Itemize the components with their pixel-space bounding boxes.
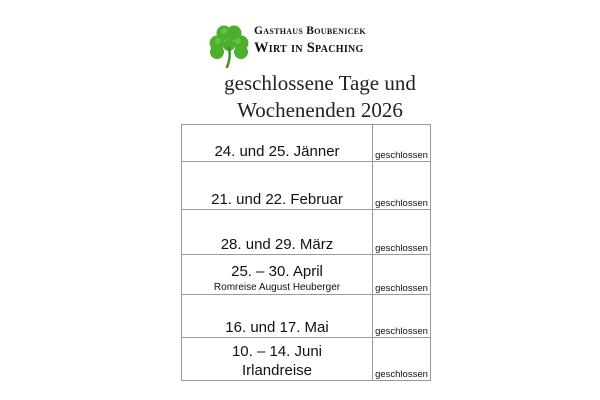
date-cell bbox=[182, 255, 373, 295]
status-cell: geschlossen bbox=[373, 338, 431, 381]
date-text: 25. – 30. April bbox=[231, 263, 323, 280]
logo-text bbox=[254, 24, 366, 57]
title-line-1: geschlossene Tage und bbox=[224, 71, 416, 95]
date-text: 16. und 17. Mai bbox=[225, 319, 329, 336]
shamrock-icon bbox=[208, 22, 252, 68]
status-cell: geschlossen bbox=[373, 162, 431, 210]
table-row bbox=[182, 255, 431, 295]
date-text: 24. und 25. Jänner bbox=[214, 143, 340, 160]
title-line-2: Wochenenden 2026 bbox=[237, 98, 403, 122]
date-text: 28. und 29. März bbox=[220, 236, 334, 253]
table-row bbox=[182, 295, 431, 338]
logo-header bbox=[208, 22, 408, 70]
date-cell bbox=[182, 295, 373, 338]
logo-restaurant-name: Gasthaus Boubenicek bbox=[254, 25, 366, 37]
date-cell bbox=[182, 162, 373, 210]
table-row bbox=[182, 210, 431, 255]
status-cell: geschlossen bbox=[373, 125, 431, 162]
status-cell: geschlossen bbox=[373, 255, 431, 295]
date-text: 10. – 14. Juni bbox=[231, 343, 323, 360]
table-row bbox=[182, 162, 431, 210]
date-cell bbox=[182, 338, 373, 381]
date-cell bbox=[182, 210, 373, 255]
date-text: 21. und 22. Februar bbox=[211, 191, 343, 208]
status-cell: geschlossen bbox=[373, 210, 431, 255]
page-title bbox=[150, 70, 490, 124]
trip-note: Romreise August Heuberger bbox=[213, 282, 341, 293]
date-cell bbox=[182, 125, 373, 162]
logo-tagline: Wirt in Spaching bbox=[254, 40, 364, 56]
trip-note: Irlandreise bbox=[241, 362, 313, 379]
status-cell: geschlossen bbox=[373, 295, 431, 338]
table-row bbox=[182, 125, 431, 162]
table-row bbox=[182, 338, 431, 381]
closing-dates-table bbox=[181, 124, 431, 381]
